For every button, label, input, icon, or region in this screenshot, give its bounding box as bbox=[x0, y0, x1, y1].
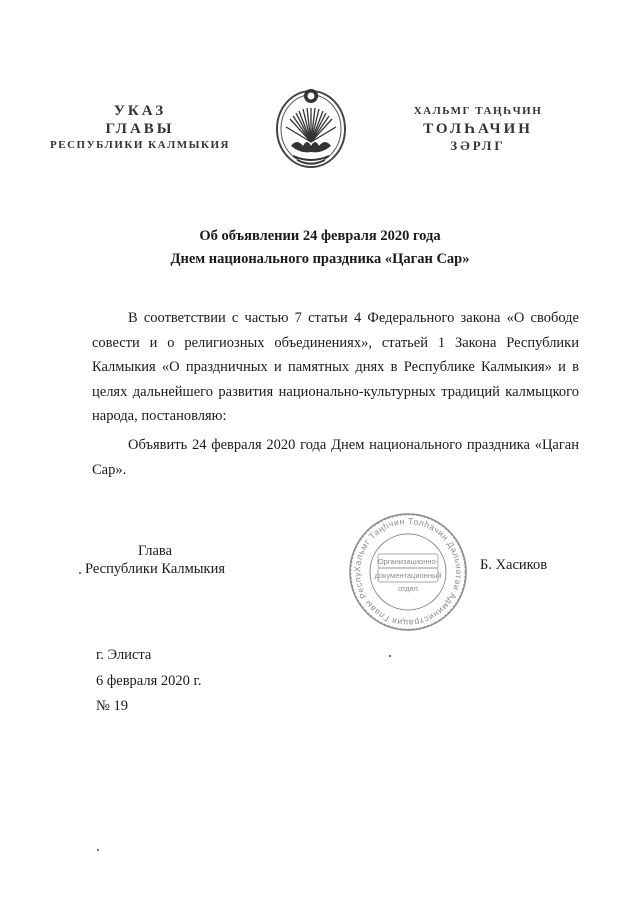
stamp-center-line1: Организационно- bbox=[377, 557, 439, 566]
document-title-line2: Днем национального праздника «Цаган Сар» bbox=[170, 251, 470, 267]
stamp-center-line3: отдел bbox=[398, 584, 418, 593]
document-body bbox=[92, 306, 579, 482]
scan-speck bbox=[97, 849, 99, 851]
header-left-line3: РЕСПУБЛИКИ КАЛМЫКИЯ bbox=[50, 139, 230, 151]
signature-title-line1: Глава bbox=[137, 543, 173, 559]
body-paragraph-1: В соответствии с частью 7 статьи 4 Федерального закона «О свободе совести и о религиозных объединениях», статьей 1 Закона Республики Калмыкия «О праздничных и памятных днях в Республике Калмыкия» и в целях дальнейшего развития национально-культурных традиций калмыцкого народа, постановляю: bbox=[92, 310, 579, 425]
signature-title-line2: Республики Калмыкия bbox=[84, 561, 226, 577]
scan-speck bbox=[79, 572, 81, 574]
coat-of-arms-emblem bbox=[273, 82, 349, 172]
stamp-center-line2: документационный bbox=[374, 571, 442, 580]
document-date: 6 февраля 2020 г. bbox=[96, 673, 202, 689]
stamp-ring-text: Хальмг Таңһчин Толһачин Дальнәтәи Администрация Главы Респу bbox=[351, 515, 465, 629]
header-left-line1: УКАЗ bbox=[113, 103, 167, 119]
header-right-line1: ХАЛЬМГ ТАҢҺЧИН bbox=[413, 105, 543, 117]
document-title-line1: Об объявлении 24 февраля 2020 года bbox=[199, 228, 441, 244]
signature-title bbox=[80, 542, 230, 578]
header-left-line2: ГЛАВЫ bbox=[105, 121, 175, 137]
document-number: № 19 bbox=[96, 698, 128, 714]
signatory-name: Б. Хасиков bbox=[480, 557, 548, 573]
header-right-line2: ТОЛҺАЧИН bbox=[423, 121, 533, 137]
official-stamp bbox=[346, 510, 470, 634]
header-right bbox=[388, 103, 568, 153]
header-left bbox=[40, 103, 240, 153]
document-city: г. Элиста bbox=[96, 647, 152, 663]
body-paragraph-2: Объявить 24 февраля 2020 года Днем национального праздника «Цаган Сар». bbox=[92, 436, 579, 478]
scan-speck bbox=[389, 655, 391, 657]
header-right-line3: ЗӘРЛГ bbox=[450, 138, 506, 153]
